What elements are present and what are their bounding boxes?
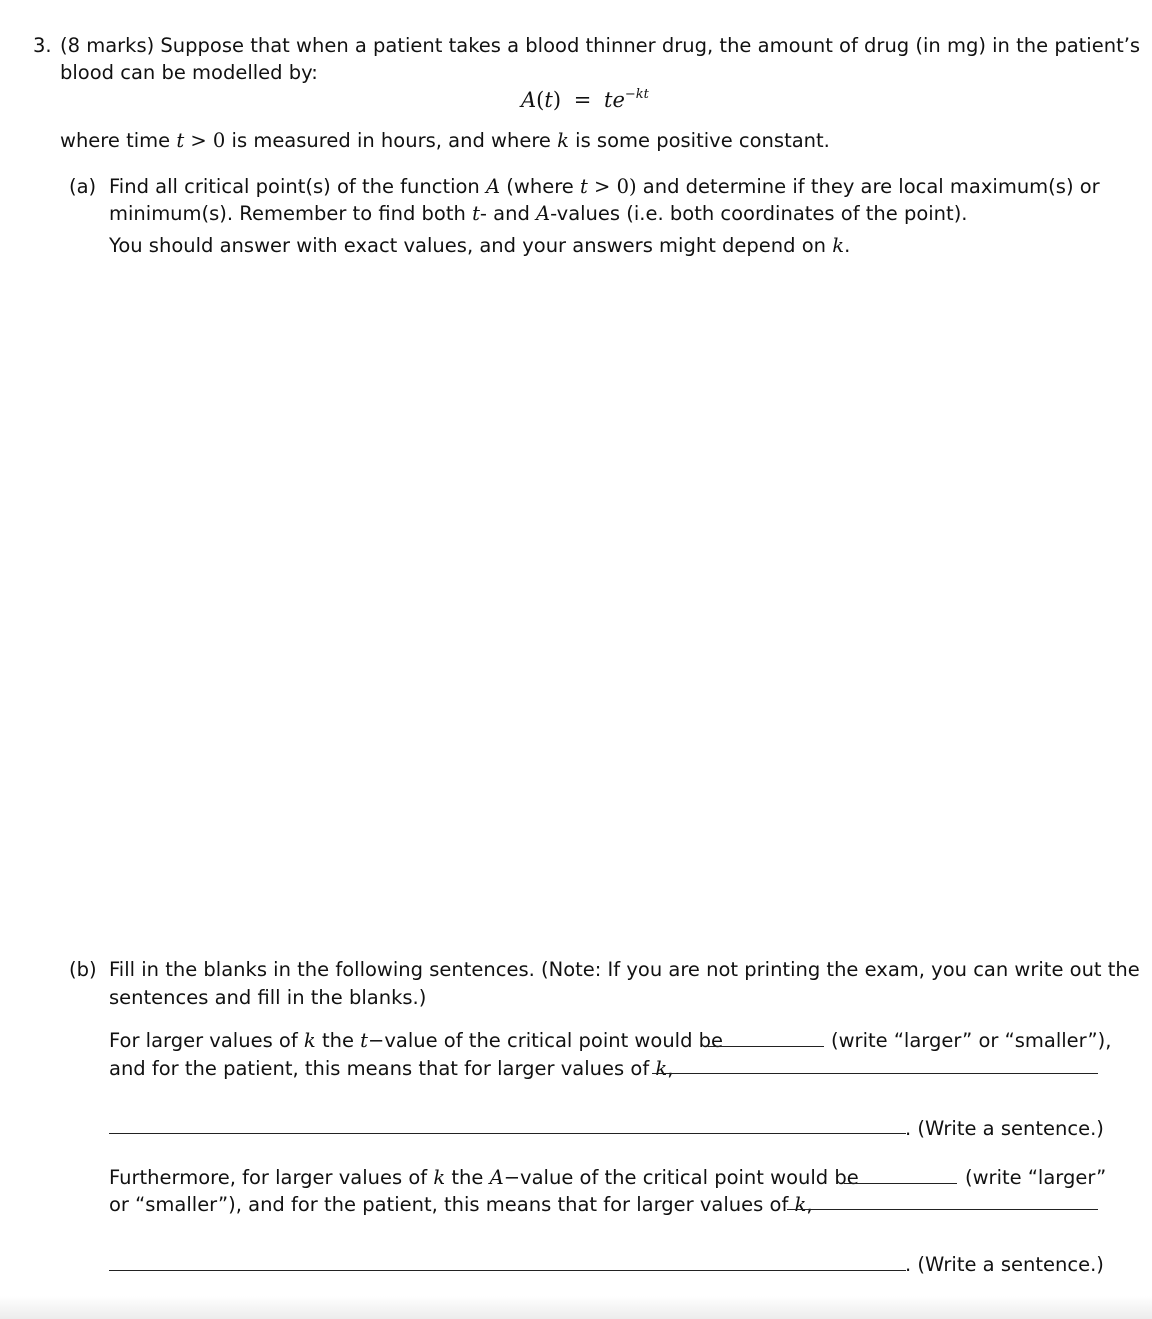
where-text-3: is some positive constant. [568, 129, 830, 152]
model-equation [521, 87, 649, 114]
part-a-line-3 [109, 232, 850, 259]
s1-line-2-text-2: , [667, 1057, 674, 1080]
part-a-line-1-text-3: and determine if they are local maximum(s) or [636, 175, 1100, 198]
s2-line-2-var-k: k [794, 1193, 807, 1216]
part-b-instruction-line-1: Fill in the blanks in the following sentences. (Note: If you are not printing the exam, you can write out the [109, 958, 1140, 981]
page-bottom-edge [0, 1296, 1152, 1319]
where-text-2: is measured in hours, and where [225, 129, 558, 152]
sentence-2-line-1 [109, 1164, 859, 1191]
s1-after-blank: (write “larger” or “smaller”), [831, 1029, 1112, 1052]
s2-var-A: A [489, 1166, 504, 1189]
part-b-instruction-line-2: sentences and fill in the blanks.) [109, 986, 427, 1009]
equation-variable: t [544, 88, 553, 112]
blank-t-meaning-part-1[interactable] [652, 1073, 1098, 1074]
s2-line-2-text-1: or “smaller”), and for the patient, this means that for larger values of [109, 1193, 795, 1216]
where-text-1: where time [60, 129, 177, 152]
blank-A-meaning-part-2[interactable] [109, 1270, 906, 1271]
s2-text-1: Furthermore, for larger values of [109, 1166, 434, 1189]
equation-close-paren: ) [552, 88, 562, 112]
s2-text-2: the [445, 1166, 490, 1189]
blank-t-value-larger-smaller[interactable] [708, 1046, 824, 1047]
s2-write-sentence-note: . (Write a sentence.) [905, 1253, 1104, 1276]
s2-after-blank: (write “larger” [965, 1166, 1107, 1189]
where-var-t: t [176, 129, 185, 152]
part-a-line-1-text-1: Find all critical point(s) of the function [109, 175, 486, 198]
blank-A-value-larger-smaller[interactable] [844, 1183, 957, 1184]
part-a-line-2-var-t: t [472, 202, 480, 225]
part-a-line-1-text-2: (where [500, 175, 580, 198]
part-a-line-2-text-3: -values (i.e. both coordinates of the point). [550, 202, 968, 225]
equation-rhs-exponent: −kt [624, 87, 649, 102]
where-line [60, 127, 830, 154]
part-a-var-A: A [486, 175, 501, 198]
sentence-1-line-1 [109, 1027, 723, 1054]
question-intro-line-2: blood can be modelled by: [60, 61, 318, 84]
s2-var-k: k [433, 1166, 446, 1189]
part-a-line-2-var-A: A [536, 202, 551, 225]
s1-text-2: the [315, 1029, 361, 1052]
where-condition: > 0 [184, 129, 226, 152]
s1-text-1: For larger values of [109, 1029, 304, 1052]
blank-t-meaning-part-2[interactable] [109, 1133, 906, 1134]
part-b-label: (b) [69, 958, 97, 981]
question-intro-line-1: (8 marks) Suppose that when a patient takes a blood thinner drug, the amount of drug (in mg) in the patient’s [60, 34, 1141, 57]
where-var-k: k [557, 129, 569, 152]
part-a-line-2-text-2: - and [479, 202, 537, 225]
equation-equals: = [573, 88, 592, 112]
equation-open-paren: ( [536, 88, 545, 112]
question-number: 3. [33, 34, 52, 57]
s1-var-k: k [303, 1029, 316, 1052]
sentence-2-line-2 [109, 1191, 813, 1218]
sentence-1-line-2 [109, 1055, 673, 1082]
s2-text-3: value of the critical point would be [520, 1166, 859, 1189]
s2-dash: − [503, 1166, 521, 1189]
part-a-line-2 [109, 200, 968, 227]
s1-line-2-text-1: and for the patient, this means that for larger values of [109, 1057, 656, 1080]
part-a-line-3-text-1: You should answer with exact values, and your answers might depend on [109, 234, 833, 257]
s1-line-2-var-k: k [655, 1057, 668, 1080]
s1-text-3: value of the critical point would be [384, 1029, 724, 1052]
part-a-line-3-text-2: . [844, 234, 851, 257]
s2-line-2-text-2: , [806, 1193, 813, 1216]
s1-dash: − [368, 1029, 385, 1052]
s1-var-t: t [360, 1029, 368, 1052]
part-a-condition: > 0) [587, 175, 637, 198]
part-a-line-3-var-k: k [832, 234, 845, 257]
part-a-line-1 [109, 173, 1100, 200]
part-a-line-2-text-1: minimum(s). Remember to find both [109, 202, 473, 225]
equation-rhs-base: te [604, 88, 625, 112]
part-a-var-t: t [580, 175, 588, 198]
s1-write-sentence-note: . (Write a sentence.) [905, 1117, 1104, 1140]
part-a-label: (a) [69, 175, 97, 198]
equation-function-name: A [521, 88, 537, 112]
blank-A-meaning-part-1[interactable] [787, 1209, 1098, 1210]
